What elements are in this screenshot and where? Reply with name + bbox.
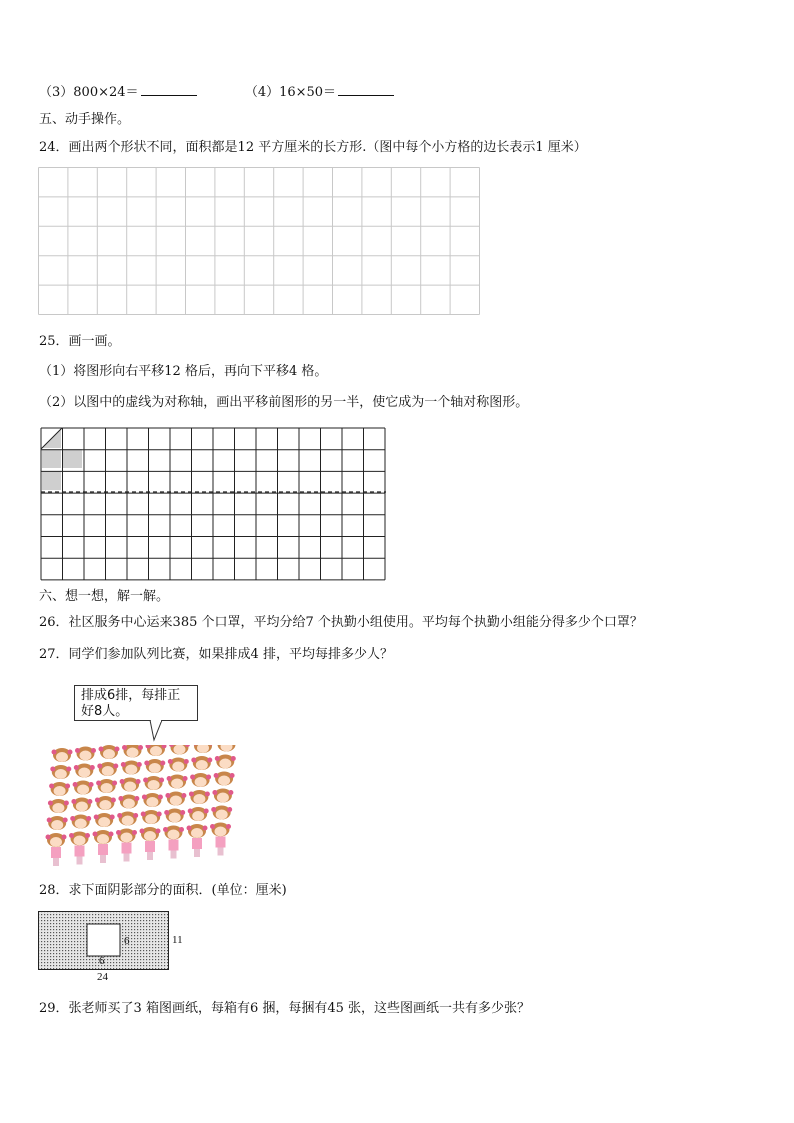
student-figure: [47, 816, 68, 830]
student-figure: [193, 745, 214, 753]
q25-grid[interactable]: [40, 427, 390, 582]
student-figure: [144, 759, 165, 773]
shaded-cell-3: [42, 471, 61, 490]
q23-item3: （3）800×24＝: [39, 85, 139, 100]
q25-sub1: （1）将图形向右平移12 格后，再向下平移4 格。: [39, 364, 328, 379]
student-figure: [74, 764, 95, 778]
q24-text: 24．画出两个形状不同，面积都是12 平方厘米的长方形.（图中每个小方格的边长表示1 厘米）: [39, 140, 587, 155]
student-figure: [168, 758, 189, 772]
outer-height-label: 11: [172, 934, 183, 946]
q28-text: 28．求下面阴影部分的面积．(单位：厘米): [39, 883, 287, 898]
student-figure: [70, 815, 91, 829]
student-figure: [122, 745, 143, 758]
q25-sub2: （2）以图中的虚线为对称轴，画出平移前图形的另一半，使它成为一个轴对称图形。: [39, 395, 529, 410]
student-figure: [165, 792, 186, 806]
student-figure: [146, 745, 167, 756]
student-figure: [169, 745, 190, 755]
student-figure: [215, 755, 236, 769]
student-figure: [52, 748, 73, 762]
speech-bubble: [74, 685, 198, 721]
q23-line: [39, 83, 394, 102]
student-figure: [49, 782, 70, 796]
q27-text: 27．同学们参加队列比赛，如果排成4 排，平均每排多少人？: [39, 647, 393, 662]
inner-side-label: 6: [124, 935, 130, 947]
shaded-cell-2: [63, 449, 82, 468]
student-figure: [71, 798, 92, 812]
student-figure: [211, 806, 232, 820]
student-figure: [116, 829, 137, 862]
student-figure: [191, 756, 212, 770]
q28-figure: [38, 911, 198, 995]
student-figure: [142, 793, 163, 807]
section6-title: 六、想一想，解一解。: [39, 589, 170, 604]
student-figure: [48, 799, 69, 813]
student-figure: [143, 776, 164, 790]
q23-item4-blank[interactable]: [338, 83, 394, 96]
student-figure: [94, 813, 115, 827]
student-figure: [189, 790, 210, 804]
student-figure: [210, 823, 231, 856]
inner-bottom-label: 6: [99, 955, 105, 967]
bubble-line1: 排成6排，每排正: [81, 688, 181, 703]
q28-rect-svg: [38, 911, 198, 991]
student-figure: [118, 795, 139, 809]
bubble-tail: [148, 720, 168, 742]
student-figure: [46, 833, 67, 866]
shaded-cell-1: [42, 449, 61, 468]
student-figure: [190, 773, 211, 787]
section5-title: 五、动手操作。: [39, 112, 131, 127]
q23-item3-blank[interactable]: [141, 83, 197, 96]
student-figure: [140, 827, 161, 860]
student-figure: [50, 765, 71, 779]
student-figure: [188, 807, 209, 821]
outer-width-label: 24: [97, 971, 108, 983]
q25-title: 25．画一画。: [39, 334, 121, 349]
student-figure: [117, 812, 138, 826]
student-figure: [212, 789, 233, 803]
bubble-line2: 好8人。: [81, 704, 129, 719]
student-figure: [97, 762, 118, 776]
student-figure: [96, 779, 117, 793]
student-figure: [120, 778, 141, 792]
student-figure: [75, 747, 96, 761]
q23-item4: （4）16×50＝: [244, 85, 337, 100]
q29-text: 29．张老师买了3 箱图画纸，每箱有6 捆，每捆有45 张，这些图画纸一共有多少张？: [39, 1001, 531, 1016]
student-figure: [167, 775, 188, 789]
student-figure: [164, 809, 185, 823]
q26-text: 26．社区服务中心运来385 个口罩，平均分给7 个执勤小组使用。平均每个执勤小组能分得多少个口罩？: [39, 615, 643, 630]
student-figure: [93, 830, 114, 863]
student-figure: [95, 796, 116, 810]
students-crowd-image: [44, 745, 256, 867]
inner-white-square: [87, 924, 120, 956]
student-figure: [214, 772, 235, 786]
student-figure: [216, 745, 237, 752]
student-figure: [121, 761, 142, 775]
q24-grid[interactable]: [38, 167, 480, 315]
student-figure: [99, 745, 120, 759]
student-figure: [69, 832, 90, 865]
student-figure: [163, 826, 184, 859]
student-figure: [73, 781, 94, 795]
student-figure: [141, 810, 162, 824]
student-figure: [187, 824, 208, 857]
